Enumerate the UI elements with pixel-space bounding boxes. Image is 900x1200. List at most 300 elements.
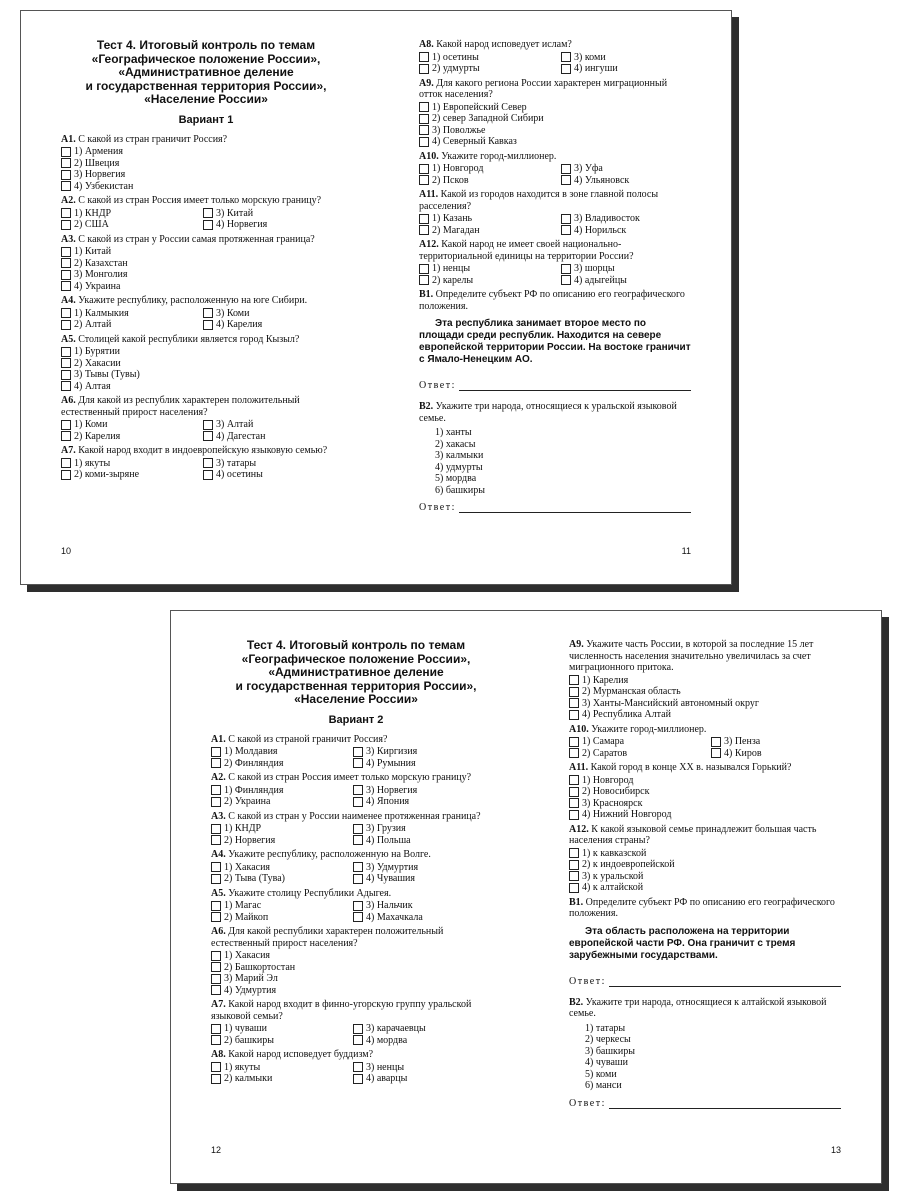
answer-option[interactable]	[561, 225, 691, 237]
answer-option[interactable]	[61, 319, 203, 331]
checkbox[interactable]	[211, 1074, 221, 1084]
question-list	[569, 639, 841, 894]
checkbox[interactable]	[61, 247, 71, 257]
checkbox[interactable]	[61, 470, 71, 480]
option-label: 4) Норвегия	[216, 219, 268, 230]
answer-option[interactable]	[203, 319, 351, 331]
answer-option[interactable]	[211, 1035, 353, 1047]
checkbox[interactable]	[61, 420, 71, 430]
answer-option[interactable]	[569, 809, 841, 821]
option-label: 4) Чувашия	[366, 873, 416, 884]
checkbox[interactable]	[711, 737, 721, 747]
checkbox[interactable]	[61, 320, 71, 330]
answer-option[interactable]	[561, 63, 691, 75]
book-spread-variant-2	[170, 610, 882, 1184]
answer-row	[569, 976, 841, 987]
question-text: Укажите три народа, относящиеся к уральской языковой семье.	[419, 401, 677, 424]
checkbox[interactable]	[203, 308, 213, 318]
checkbox[interactable]	[419, 164, 429, 174]
answer-option[interactable]	[353, 785, 501, 797]
option-label: 1) Магас	[224, 900, 262, 911]
page-number: 12	[211, 1145, 222, 1155]
answer-option[interactable]	[203, 208, 351, 220]
checkbox[interactable]	[61, 170, 71, 180]
question-stem	[569, 762, 841, 774]
checkbox[interactable]	[203, 470, 213, 480]
answer-option[interactable]	[61, 369, 351, 381]
checkbox[interactable]	[419, 225, 429, 235]
option-label: 2) калмыки	[224, 1073, 273, 1084]
question-number: А2.	[61, 195, 76, 206]
b2-options	[569, 1023, 841, 1092]
question-stem	[419, 151, 691, 163]
answer-option[interactable]	[353, 758, 501, 770]
answer-option[interactable]	[419, 102, 691, 114]
option-label: 2) Казахстан	[74, 257, 128, 269]
answer-option[interactable]	[419, 63, 561, 75]
answer-option[interactable]	[203, 431, 351, 443]
checkbox[interactable]	[203, 458, 213, 468]
checkbox[interactable]	[203, 420, 213, 430]
answer-options	[211, 823, 501, 846]
option-label: 2) Алтай	[74, 319, 112, 330]
answer-option[interactable]	[419, 275, 561, 287]
checkbox[interactable]	[569, 737, 579, 747]
checkbox[interactable]	[353, 785, 363, 795]
answer-options	[569, 736, 841, 759]
checkbox[interactable]	[353, 1062, 363, 1072]
answer-option[interactable]	[61, 281, 351, 293]
answer-option[interactable]	[569, 698, 841, 710]
checkbox[interactable]	[211, 797, 221, 807]
answer-option[interactable]	[61, 169, 351, 181]
question-text: Какой народ исповедует буддизм?	[228, 1049, 374, 1060]
answer-option[interactable]	[569, 748, 711, 760]
checkbox[interactable]	[211, 824, 221, 834]
option-label: 2) Тыва (Тува)	[224, 873, 285, 884]
answer-option[interactable]	[211, 823, 353, 835]
answer-option[interactable]	[61, 269, 351, 281]
checkbox[interactable]	[353, 912, 363, 922]
checkbox[interactable]	[561, 175, 571, 185]
answer-label: Ответ:	[419, 502, 456, 513]
checkbox[interactable]	[61, 281, 71, 291]
option-label: 2) к индоевропейской	[582, 859, 675, 870]
answer-option[interactable]	[353, 835, 501, 847]
question-stem	[569, 639, 841, 674]
checkbox[interactable]	[203, 431, 213, 441]
answer-option[interactable]	[211, 1062, 353, 1074]
question-text: Укажите три народа, относящиеся к алтайской языковой семье.	[569, 996, 827, 1019]
answer-option[interactable]	[569, 686, 841, 698]
checkbox[interactable]	[569, 748, 579, 758]
checkbox[interactable]	[353, 1074, 363, 1084]
checkbox[interactable]	[353, 1024, 363, 1034]
question-stem	[211, 888, 501, 900]
answer-options	[419, 52, 691, 75]
checkbox[interactable]	[569, 698, 579, 708]
answer-option[interactable]	[353, 862, 501, 874]
checkbox[interactable]	[419, 264, 429, 274]
answer-option[interactable]	[419, 113, 691, 125]
answer-option[interactable]	[211, 962, 501, 974]
checkbox[interactable]	[569, 810, 579, 820]
answer-option[interactable]	[61, 158, 351, 170]
question-number: А8.	[211, 1049, 226, 1060]
question-text: Для какого региона России характерен миграционный отток населения?	[419, 77, 668, 100]
question-number: А9.	[419, 77, 434, 89]
answer-option[interactable]	[203, 219, 351, 231]
answer-line[interactable]	[459, 503, 691, 513]
answer-option[interactable]	[569, 882, 841, 894]
checkbox[interactable]	[561, 275, 571, 285]
answer-option[interactable]	[203, 458, 351, 470]
answer-option[interactable]	[711, 736, 841, 748]
question-number: А1.	[211, 733, 226, 745]
question-а11	[569, 762, 841, 821]
checkbox[interactable]	[353, 1035, 363, 1045]
checkbox[interactable]	[353, 824, 363, 834]
list-item: 6) башкиры	[435, 484, 485, 496]
answer-options	[61, 246, 351, 292]
checkbox[interactable]	[61, 208, 71, 218]
checkbox[interactable]	[211, 901, 221, 911]
question-text: С какой из стран Россия имеет только морскую границу?	[78, 195, 322, 206]
option-label: 2) Новосибирск	[582, 786, 650, 797]
checkbox[interactable]	[561, 214, 571, 224]
option-label: 3) Уфа	[574, 163, 603, 174]
answer-options	[61, 146, 351, 192]
checkbox[interactable]	[211, 962, 221, 972]
answer-option[interactable]	[211, 985, 501, 997]
option-label: 3) ненцы	[366, 1061, 405, 1073]
option-label: 2) удмурты	[432, 63, 480, 74]
checkbox[interactable]	[61, 370, 71, 380]
answer-line[interactable]	[609, 1099, 841, 1109]
answer-option[interactable]	[211, 900, 353, 912]
checkbox[interactable]	[419, 275, 429, 285]
answer-option[interactable]	[561, 163, 691, 175]
answer-option[interactable]	[61, 458, 203, 470]
option-label: 1) чуваши	[224, 1023, 267, 1034]
checkbox[interactable]	[211, 862, 221, 872]
variant-heading: Вариант 2	[328, 713, 384, 726]
question-number: А7.	[211, 999, 226, 1010]
checkbox[interactable]	[61, 270, 71, 280]
checkbox[interactable]	[61, 147, 71, 157]
b1-description: Эта республика занимает второе место по площади среди республик. Находится на севере европейской территории России. На востоке граничит с Ямало-Ненецким АО.	[419, 318, 691, 365]
checkbox[interactable]	[569, 675, 579, 685]
checkbox[interactable]	[211, 835, 221, 845]
question-а9	[569, 639, 841, 721]
checkbox[interactable]	[61, 381, 71, 391]
question-stem	[61, 445, 351, 457]
question-b1	[569, 897, 841, 920]
question-number: А10.	[419, 150, 439, 162]
variant-heading: Вариант 1	[178, 113, 234, 126]
checkbox[interactable]	[203, 208, 213, 218]
answer-option[interactable]	[353, 1062, 501, 1074]
answer-option[interactable]	[211, 796, 353, 808]
answer-option[interactable]	[61, 308, 203, 320]
question-а12	[419, 239, 691, 286]
answer-option[interactable]	[61, 346, 351, 358]
question-text: Для какой из республик характерен положительный естественный прирост населения?	[61, 395, 300, 418]
answer-option[interactable]	[419, 125, 691, 137]
answer-option[interactable]	[61, 381, 351, 393]
checkbox[interactable]	[569, 883, 579, 893]
answer-option[interactable]	[419, 52, 561, 64]
option-label: 1) Армения	[74, 146, 123, 157]
checkbox[interactable]	[203, 220, 213, 230]
answer-options	[419, 163, 691, 186]
question-stem	[211, 811, 501, 823]
answer-options	[419, 263, 691, 286]
answer-option[interactable]	[211, 1023, 353, 1035]
checkbox[interactable]	[569, 787, 579, 797]
checkbox[interactable]	[211, 747, 221, 757]
checkbox[interactable]	[353, 747, 363, 757]
option-label: 4) аварцы	[366, 1073, 408, 1084]
answer-option[interactable]	[353, 796, 501, 808]
answer-option[interactable]	[353, 912, 501, 924]
question-а4	[61, 295, 351, 331]
answer-option[interactable]	[61, 181, 351, 193]
checkbox[interactable]	[569, 710, 579, 720]
answer-option[interactable]	[419, 213, 561, 225]
answer-option[interactable]	[61, 358, 351, 370]
checkbox[interactable]	[569, 798, 579, 808]
question-text: Столицей какой республики является город Кызыл?	[78, 333, 300, 345]
checkbox[interactable]	[561, 52, 571, 62]
book-spread-variant-1	[20, 10, 732, 585]
checkbox[interactable]	[61, 258, 71, 268]
checkbox[interactable]	[211, 1024, 221, 1034]
question-а11	[419, 189, 691, 236]
question-stem	[419, 78, 691, 101]
option-label: 2) север Западной Сибири	[432, 113, 544, 124]
answer-option[interactable]	[61, 258, 351, 270]
answer-option[interactable]	[353, 1073, 501, 1085]
list-item: 4) чуваши	[585, 1057, 628, 1068]
option-label: 2) карелы	[432, 274, 474, 286]
checkbox[interactable]	[419, 52, 429, 62]
checkbox[interactable]	[211, 758, 221, 768]
answer-option[interactable]	[211, 1073, 353, 1085]
b1-description: Эта область расположена на территории европейской части РФ. Она граничит с тремя зарубежными государствами.	[569, 925, 796, 961]
question-number: В2.	[419, 401, 434, 412]
answer-option[interactable]	[211, 862, 353, 874]
answer-option[interactable]	[61, 431, 203, 443]
answer-option[interactable]	[211, 785, 353, 797]
checkbox[interactable]	[569, 687, 579, 697]
checkbox[interactable]	[61, 347, 71, 357]
question-text: С какой из стран у России самая протяженная граница?	[78, 233, 315, 245]
answer-option[interactable]	[211, 912, 353, 924]
checkbox[interactable]	[569, 860, 579, 870]
answer-option[interactable]	[561, 263, 691, 275]
checkbox[interactable]	[569, 871, 579, 881]
checkbox[interactable]	[203, 320, 213, 330]
checkbox[interactable]	[353, 835, 363, 845]
checkbox[interactable]	[211, 912, 221, 922]
title-line: Тест 4. Итоговый контроль по темам	[246, 638, 466, 652]
answer-option[interactable]	[561, 52, 691, 64]
answer-option[interactable]	[569, 786, 841, 798]
option-label: 2) Украина	[224, 796, 271, 807]
answer-option[interactable]	[569, 848, 841, 860]
question-stem	[211, 999, 501, 1022]
answer-option[interactable]	[61, 146, 351, 158]
answer-option[interactable]	[211, 835, 353, 847]
answer-option[interactable]	[419, 136, 691, 148]
checkbox[interactable]	[419, 137, 429, 147]
checkbox[interactable]	[561, 164, 571, 174]
question-а9	[419, 78, 691, 148]
page-10	[61, 11, 351, 584]
checkbox[interactable]	[711, 748, 721, 758]
option-label: 4) Республика Алтай	[582, 709, 671, 720]
checkbox[interactable]	[569, 775, 579, 785]
checkbox[interactable]	[561, 264, 571, 274]
answer-label: Ответ:	[569, 975, 606, 987]
checkbox[interactable]	[561, 225, 571, 235]
page-11	[419, 11, 691, 584]
answer-option[interactable]	[561, 275, 691, 287]
answer-option[interactable]	[419, 225, 561, 237]
answer-option[interactable]	[569, 871, 841, 883]
answer-option[interactable]	[419, 175, 561, 187]
answer-option[interactable]	[203, 419, 351, 431]
option-label: 3) к уральской	[582, 870, 644, 882]
answer-line[interactable]	[459, 381, 691, 391]
checkbox[interactable]	[419, 175, 429, 185]
test-title	[211, 639, 501, 707]
checkbox[interactable]	[211, 785, 221, 795]
option-label: 3) Владивосток	[574, 213, 640, 224]
answer-option[interactable]	[569, 709, 841, 721]
checkbox[interactable]	[353, 862, 363, 872]
answer-option[interactable]	[569, 798, 841, 810]
answer-option[interactable]	[211, 758, 353, 770]
checkbox[interactable]	[561, 64, 571, 74]
list-item: 6) манси	[585, 1080, 622, 1091]
question-stem	[419, 189, 691, 212]
answer-option[interactable]	[419, 263, 561, 275]
answer-option[interactable]	[353, 1023, 501, 1035]
checkbox[interactable]	[419, 102, 429, 112]
checkbox[interactable]	[353, 901, 363, 911]
checkbox[interactable]	[211, 985, 221, 995]
checkbox[interactable]	[419, 64, 429, 74]
option-label: 1) КНДР	[74, 207, 112, 219]
answer-option[interactable]	[353, 900, 501, 912]
checkbox[interactable]	[61, 358, 71, 368]
checkbox[interactable]	[353, 758, 363, 768]
answer-option[interactable]	[61, 419, 203, 431]
answer-option[interactable]	[711, 748, 841, 760]
page-13	[569, 611, 841, 1183]
question-а1	[211, 734, 501, 770]
question-stem	[61, 195, 351, 207]
option-label: 3) карачаевцы	[366, 1023, 426, 1034]
answer-option[interactable]	[561, 175, 691, 187]
question-stem	[61, 134, 351, 146]
checkbox[interactable]	[419, 214, 429, 224]
answer-option[interactable]	[353, 873, 501, 885]
answer-option[interactable]	[61, 219, 203, 231]
answer-option[interactable]	[569, 859, 841, 871]
answer-option[interactable]	[61, 246, 351, 258]
checkbox[interactable]	[61, 431, 71, 441]
question-stem	[211, 849, 501, 861]
title-line: «Административное деление	[118, 65, 294, 79]
question-а8	[419, 39, 691, 75]
checkbox[interactable]	[211, 951, 221, 961]
answer-option[interactable]	[419, 163, 561, 175]
question-number: А4.	[211, 849, 226, 860]
checkbox[interactable]	[353, 797, 363, 807]
answer-option[interactable]	[569, 736, 711, 748]
question-text: Определите субъект РФ по описанию его географического положения.	[569, 896, 835, 919]
checkbox[interactable]	[569, 848, 579, 858]
checkbox[interactable]	[61, 458, 71, 468]
option-label: 1) ненцы	[432, 263, 471, 274]
option-label: 1) Казань	[432, 213, 473, 224]
checkbox[interactable]	[419, 125, 429, 135]
checkbox[interactable]	[419, 114, 429, 124]
option-label: 3) Монголия	[74, 269, 128, 280]
answer-option[interactable]	[211, 973, 501, 985]
checkbox[interactable]	[211, 974, 221, 984]
answer-option[interactable]	[569, 775, 841, 787]
checkbox[interactable]	[211, 874, 221, 884]
answer-options	[569, 675, 841, 721]
answer-option[interactable]	[561, 213, 691, 225]
question-number: А12.	[419, 239, 439, 250]
answer-options	[61, 419, 351, 442]
question-number: А5.	[211, 887, 226, 899]
question-text: Укажите республику, расположенную на юге Сибири.	[78, 295, 308, 306]
answer-line[interactable]	[609, 977, 841, 987]
answer-option[interactable]	[211, 873, 353, 885]
answer-option[interactable]	[569, 675, 841, 687]
answer-options	[419, 213, 691, 236]
answer-option[interactable]	[203, 308, 351, 320]
answer-option[interactable]	[353, 746, 501, 758]
checkbox[interactable]	[61, 220, 71, 230]
answer-option[interactable]	[211, 746, 353, 758]
option-label: 3) татары	[216, 457, 257, 469]
option-label: 1) Молдавия	[224, 746, 278, 757]
answer-option[interactable]	[353, 823, 501, 835]
checkbox[interactable]	[61, 181, 71, 191]
answer-option[interactable]	[211, 950, 501, 962]
answer-option[interactable]	[61, 208, 203, 220]
option-label: 2) Карелия	[74, 430, 121, 442]
question-а3	[61, 234, 351, 293]
checkbox[interactable]	[61, 308, 71, 318]
answer-option[interactable]	[353, 1035, 501, 1047]
checkbox[interactable]	[211, 1062, 221, 1072]
answer-option[interactable]	[203, 469, 351, 481]
checkbox[interactable]	[353, 874, 363, 884]
question-а7	[211, 999, 501, 1046]
option-label: 1) Новгород	[432, 163, 484, 174]
checkbox[interactable]	[211, 1035, 221, 1045]
checkbox[interactable]	[61, 158, 71, 168]
answer-option[interactable]	[61, 469, 203, 481]
